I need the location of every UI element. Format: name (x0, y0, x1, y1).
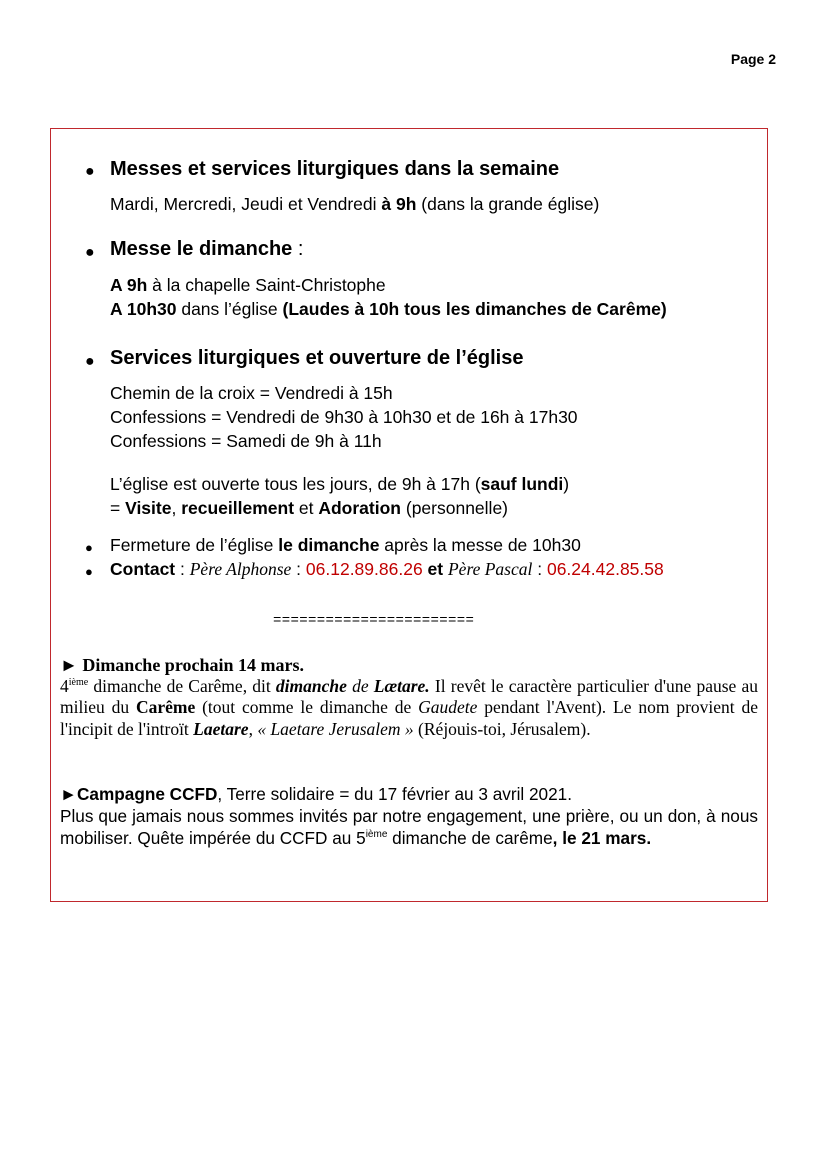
services-heading: Services liturgiques et ouverture de l’église (110, 347, 524, 369)
sunday-mass-church: A 10h30 dans l’église (Laudes à 10h tous les dimanches de Carême) (110, 299, 667, 319)
ccfd-campaign: ►Campagne CCFD, Terre solidaire = du 17 février au 3 avril 2021. Plus que jamais nous sommes invités par notre engagement, une prière, ou un don, à nous mobiliser. Quête impérée du CCFD au 5ième dimanche de carême, le 21 mars. (60, 784, 758, 848)
church-opening-purpose: = Visite, recueillement et Adoration (personnelle) (110, 498, 508, 518)
sunday-mass-chapel: A 9h à la chapelle Saint-Christophe (110, 275, 386, 295)
laetare-paragraph: 4ième dimanche de Carême, dit dimanche de Lætare. Il revêt le caractère particulier d'une pause au milieu du Carême (tout comme le dimanche de Gaudete pendant l'Avent). Le nom provient de l'incipit de l'introït Laetare, « Laetare Jerusalem » (Réjouis-toi, Jérusalem). (60, 676, 759, 739)
bullet-icon: ● (85, 244, 95, 261)
contact-line: Contact : Père Alphonse : 06.12.89.86.26 et Père Pascal : 06.24.42.85.58 (110, 559, 664, 579)
weekday-masses-schedule: Mardi, Mercredi, Jeudi et Vendredi à 9h (dans la grande église) (110, 194, 600, 214)
bullet-icon: ● (85, 540, 93, 555)
phone-alphonse[interactable]: 06.12.89.86.26 (305, 559, 423, 579)
sunday-closing: Fermeture de l’église le dimanche après la messe de 10h30 (110, 535, 581, 555)
church-opening-hours: L’église est ouverte tous les jours, de 9h à 17h (sauf lundi) (110, 474, 570, 494)
bullet-icon: ● (85, 353, 95, 370)
way-of-cross: Chemin de la croix = Vendredi à 15h (110, 383, 393, 403)
next-sunday-heading: ► Dimanche prochain 14 mars. (60, 655, 304, 675)
confessions-friday: Confessions = Vendredi de 9h30 à 10h30 et de 16h à 17h30 (110, 407, 578, 427)
sunday-mass-heading: Messe le dimanche : (110, 238, 304, 260)
separator-line: ======================= (273, 613, 475, 629)
weekday-masses-heading: Messes et services liturgiques dans la semaine (110, 158, 560, 180)
page-number: Page 2 (730, 51, 776, 67)
bullet-icon: ● (85, 564, 93, 579)
bullet-icon: ● (85, 163, 95, 180)
phone-pascal[interactable]: 06.24.42.85.58 (546, 559, 664, 579)
confessions-saturday: Confessions = Samedi de 9h à 11h (110, 431, 382, 451)
